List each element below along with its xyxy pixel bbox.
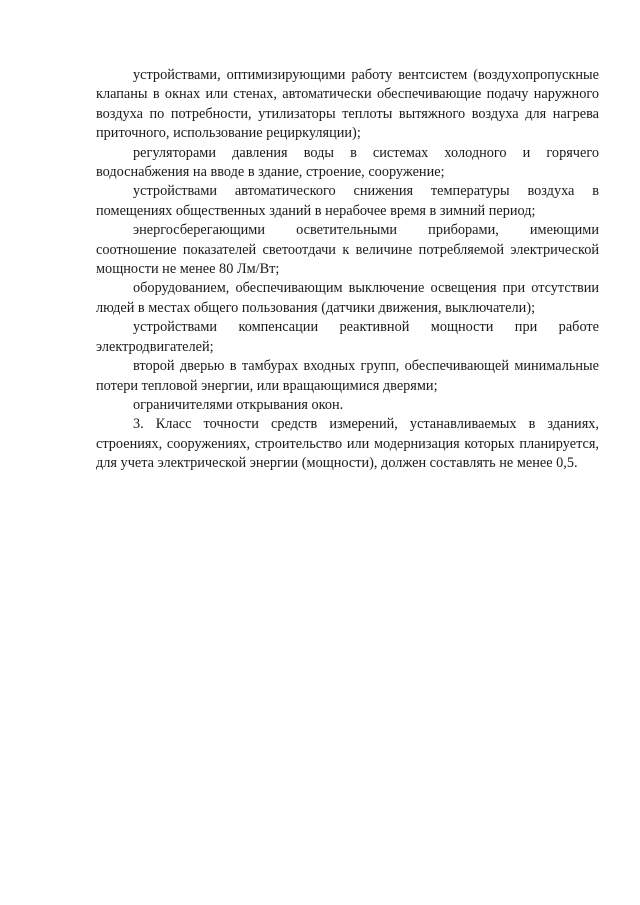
paragraph-accuracy-class: 3. Класс точности средств измерений, устанавливаемых в зданиях, строениях, сооружениях, строительство или модернизация которых планируется, для учета электрической энергии (мощности), должен составлять не менее 0,5. (96, 416, 599, 472)
paragraph-vestibule-doors: второй дверью в тамбурах входных групп, обеспечивающей минимальные потери тепловой энергии, или вращающимися дверями; (96, 358, 599, 394)
paragraph-lighting-devices: энергосберегающими осветительными приборами, имеющими соотношение показателей светоотдачи к величине потребляемой электрической мощности не менее 80 Лм/Вт; (96, 222, 599, 278)
paragraph-window-limiters: ограничителями открывания окон. (133, 396, 344, 413)
paragraph-ventilation-devices: устройствами, оптимизирующими работу вентсистем (воздухопропускные клапаны в окнах или стенах, автоматически обеспечивающие подачу наружного воздуха по потребности, утилизаторы теплоты вытяжного воздуха для нагрева приточного, использование рециркуляции); (96, 67, 599, 142)
paragraph-lighting-switching: оборудованием, обеспечивающим выключение освещения при отсутствии людей в местах общего пользования (датчики движения, выключатели); (96, 280, 599, 316)
paragraph-reactive-power: устройствами компенсации реактивной мощности при работе электродвигателей; (96, 319, 599, 355)
paragraph-temperature-reduction: устройствами автоматического снижения температуры воздуха в помещениях общественных зданий в нерабочее время в зимний период; (96, 183, 599, 219)
paragraph-water-pressure-regulators: регуляторами давления воды в системах холодного и горячего водоснабжения на вводе в здание, строение, сооружение; (96, 144, 599, 181)
document-body (96, 66, 599, 474)
